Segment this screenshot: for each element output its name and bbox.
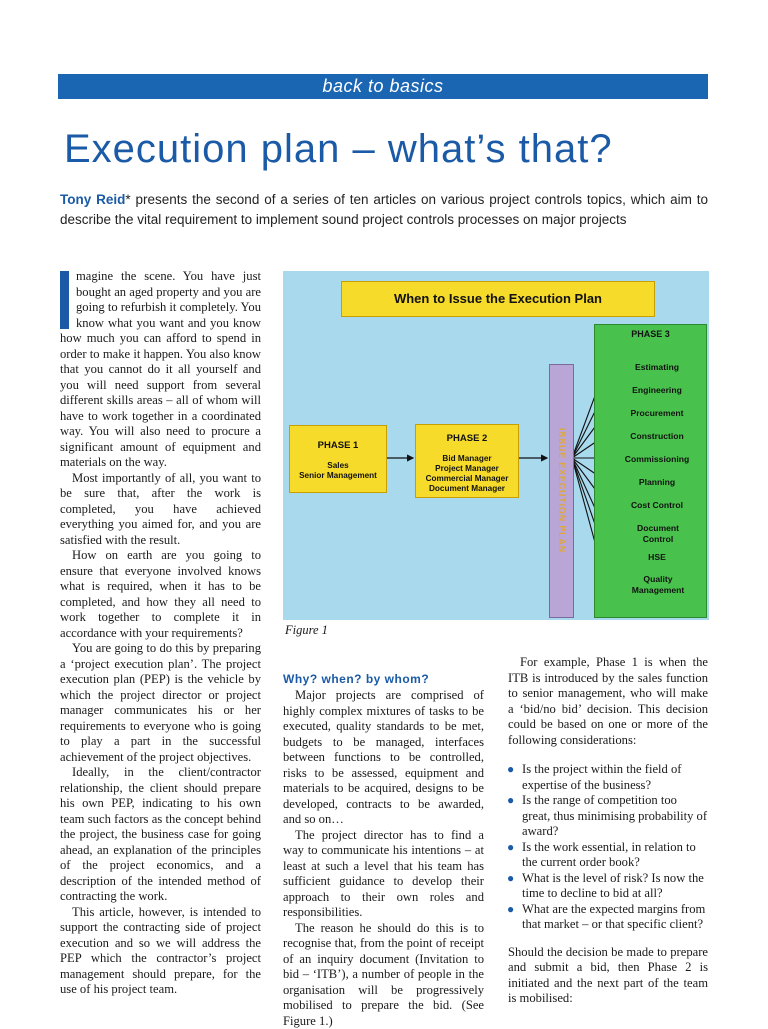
phase-3-item: Quality Management: [623, 574, 693, 595]
list-item: ● Is the project within the field of expertise of the business?: [508, 762, 708, 793]
phase-3-item: Cost Control: [609, 500, 705, 511]
author-name: Tony Reid: [60, 192, 125, 207]
paragraph: Ideally, in the client/contractor relationship, the client should prepare his own PEP, indicating to his own team such factors as the concept behind the project, the business case for going ahead, an explanation of the principles of the project economics, and a description of the intended method of contracting the work.: [60, 765, 261, 905]
phase-3-box: [594, 324, 707, 618]
phase-2-role: Document Manager: [416, 484, 518, 494]
phase-2-role: Bid Manager: [416, 454, 518, 464]
paragraph: For example, Phase 1 is when the ITB is introduced by the sales function to senior management, who will make a ‘bid/no bid’ decision. This decision could be based on one or more of the following considerations:: [508, 655, 708, 748]
column-1: [60, 269, 261, 998]
phase-3-item: Estimating: [609, 362, 705, 373]
article-title: Execution plan – what’s that?: [64, 127, 714, 172]
phase-3-item: Construction: [609, 431, 705, 442]
paragraph: Major projects are comprised of highly complex mixtures of tasks to be executed, quality standards to be met, budgets to be managed, interfaces between functions to be controlled, risks to be assessed, equipment and materials to be acquired, designs to be developed, contracts to be awarded, and so on…: [283, 688, 484, 828]
phase-3-item: Commissioning: [609, 454, 705, 465]
paragraph: Should the decision be made to prepare and submit a bid, then Phase 2 is initiated and the next part of the team is mobilised:: [508, 945, 708, 1007]
section-heading: Why? when? by whom?: [283, 672, 484, 686]
phase-1-role: Senior Management: [290, 471, 386, 481]
considerations-list: [508, 762, 708, 933]
phase-2-role: Project Manager: [416, 464, 518, 474]
phase-3-item: Procurement: [609, 408, 705, 419]
figure-caption: Figure 1: [285, 623, 328, 638]
figure-1-diagram: [283, 271, 709, 620]
standfirst: [60, 190, 708, 230]
list-item: ● What are the expected margins from that market – or that specific client?: [508, 902, 708, 933]
phase-2-box: [415, 424, 519, 498]
paragraph: Most importantly of all, you want to be sure that, after the work is completed, you have achieved everything you aimed for, and you are satisfied with the result.: [60, 471, 261, 549]
phase-1-label: PHASE 1: [290, 440, 386, 451]
issue-plan-bar: [549, 364, 574, 618]
issue-plan-label: ISSUE EXECUTION PLAN: [550, 365, 573, 617]
paragraph: This article, however, is intended to support the contracting side of project execution and so we will address the PEP which the contractor’s project management should prepare, for the use of his project team.: [60, 905, 261, 998]
paragraph-text: magine the scene. You have just bought an aged property and you are going to refurbish it completely. You know what you want and you know how much you can afford to spend in order to make it happen. You also know that you cannot do it all yourself and you will need support from several different skills areas – all of whom will have to work together in a coordinated way. You will also need to procure a significant amount of equipment and materials on the way.: [60, 269, 261, 469]
column-2: [283, 672, 484, 1029]
figure-title: When to Issue the Execution Plan: [341, 281, 655, 317]
phase-3-label: PHASE 3: [595, 329, 706, 339]
paragraph: The reason he should do this is to recognise that, from the point of receipt of an inquiry document (Invitation to bid – ‘ITB’), a number of people in the organisation will be progressively mobilised to prepare the bid. (See Figure 1.): [283, 921, 484, 1029]
phase-3-item: Engineering: [609, 385, 705, 396]
standfirst-text: * presents the second of a series of ten articles on various project controls topics, which aim to describe the vital requirement to implement sound project controls processes on major projects: [60, 192, 708, 227]
paragraph: The project director has to find a way to communicate his intentions – at least at such a level that his team has sufficient guidance to develop their approach to their own roles and responsibilities.: [283, 828, 484, 921]
paragraph: How on earth are you going to ensure that everyone involved knows what is required, when it has to be completed, and how they all need to work together to complete it in accordance with your requirements?: [60, 548, 261, 641]
phase-1-role: Sales: [290, 461, 386, 471]
phase-2-role: Commercial Manager: [416, 474, 518, 484]
phase-3-item: Planning: [609, 477, 705, 488]
phase-3-item: Document Control: [623, 523, 693, 544]
phase-1-box: [289, 425, 387, 493]
phase-3-item: HSE: [609, 552, 705, 563]
paragraph: You are going to do this by preparing a ‘project execution plan’. The project execution plan (PEP) is the vehicle by which the project director or project manager communicates his or her requirements to everyone who is going to play a part in the successful achievement of the project objectives.: [60, 641, 261, 765]
list-item: ● Is the work essential, in relation to the current order book?: [508, 840, 708, 871]
column-3: [508, 655, 708, 1007]
drop-cap: [60, 271, 69, 329]
paragraph: [60, 269, 261, 471]
list-item: ● Is the range of competition too great, thus minimising probability of award?: [508, 793, 708, 840]
list-item: ● What is the level of risk? Is now the time to decline to bid at all?: [508, 871, 708, 902]
section-banner: back to basics: [58, 74, 708, 99]
phase-2-label: PHASE 2: [416, 433, 518, 444]
